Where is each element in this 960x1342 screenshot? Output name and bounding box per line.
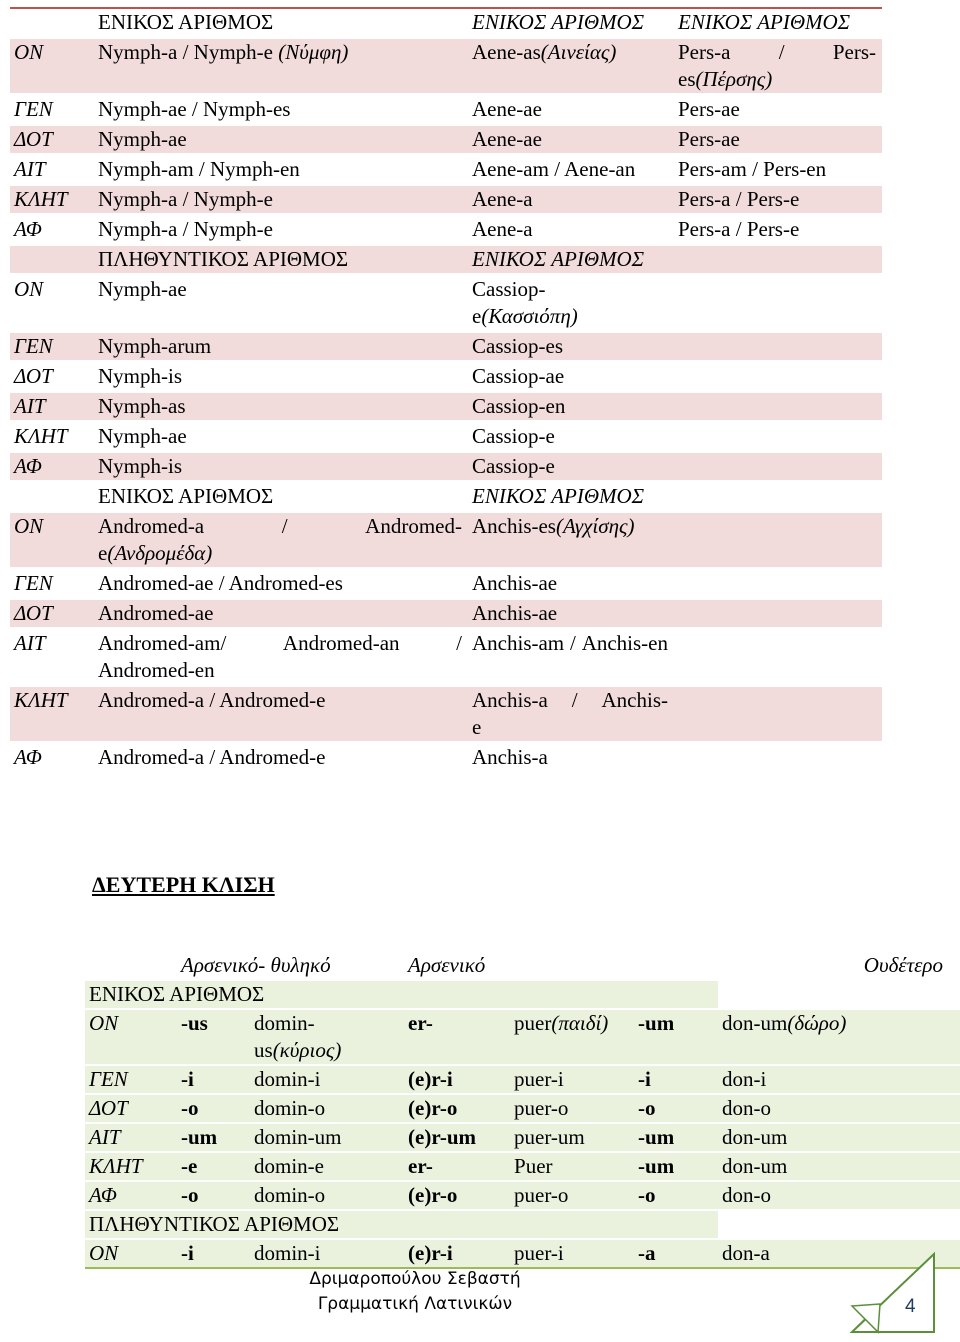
word bbox=[510, 1123, 634, 1152]
ending: er- bbox=[404, 1152, 510, 1181]
table-row bbox=[85, 1239, 960, 1268]
ending: -o bbox=[177, 1181, 250, 1210]
word: Nymph-ae bbox=[98, 424, 187, 448]
word: Pers-a / Pers-e bbox=[678, 187, 800, 211]
ending: (e)r-i bbox=[404, 1065, 510, 1094]
word bbox=[510, 1009, 634, 1065]
cell-col3 bbox=[674, 215, 882, 245]
greek-gloss: (Πέρσης) bbox=[695, 67, 773, 91]
spacer bbox=[718, 1210, 960, 1239]
word: / bbox=[456, 631, 462, 655]
word-form: domin-e bbox=[254, 1154, 324, 1178]
word-form: Puer bbox=[514, 1154, 553, 1178]
column-header: ΕΝΙΚΟΣ ΑΡΙΘΜΟΣ bbox=[472, 10, 645, 34]
table-row bbox=[10, 245, 882, 275]
word-form: domin-i bbox=[254, 1241, 321, 1265]
word: Nymph-am / Nymph-en bbox=[98, 157, 300, 181]
word-form: don-o bbox=[722, 1096, 772, 1120]
table-row bbox=[10, 38, 882, 95]
case-label: ΟΝ bbox=[10, 512, 94, 569]
case-label: ΔΟΤ bbox=[10, 599, 94, 629]
cell-col2 bbox=[468, 275, 674, 332]
word: Nymph-is bbox=[98, 364, 182, 388]
case-label: ΓΕΝ bbox=[14, 571, 53, 595]
word: Andromed-a / Andromed-e bbox=[98, 688, 326, 712]
case-label: ΑΙΤ bbox=[10, 392, 94, 422]
cell-col1 bbox=[94, 332, 468, 362]
word: Nymph-ae / Nymph-es bbox=[98, 97, 291, 121]
word: Aene-ae bbox=[472, 97, 542, 121]
case-label: ΑΙΤ bbox=[85, 1123, 177, 1152]
table-row bbox=[10, 275, 882, 332]
word: Cassiop-ae bbox=[472, 364, 565, 388]
spacer bbox=[718, 980, 960, 1009]
word: Nymph-arum bbox=[98, 334, 212, 358]
table-row bbox=[10, 629, 882, 686]
page-number-badge bbox=[850, 1252, 936, 1334]
cell-col1 bbox=[94, 155, 468, 185]
case-label: ΓΕΝ bbox=[14, 97, 53, 121]
cell-col2 bbox=[468, 569, 674, 599]
greek-gloss: (Ανδρομέδα) bbox=[107, 541, 213, 565]
table-row bbox=[10, 482, 882, 512]
word bbox=[250, 1239, 404, 1268]
word: Nymph-ae bbox=[98, 277, 187, 301]
cell-col1 bbox=[94, 512, 468, 569]
word-form: puer-um bbox=[514, 1125, 585, 1149]
word-form: don-um bbox=[722, 1125, 788, 1149]
cell-col3 bbox=[674, 599, 882, 629]
cell-col2 bbox=[468, 38, 674, 95]
ending: -um bbox=[177, 1123, 250, 1152]
word bbox=[510, 1152, 634, 1181]
word: Anchis-a bbox=[472, 745, 548, 769]
word: Aene-as bbox=[472, 40, 541, 64]
table-row bbox=[10, 125, 882, 155]
ending: -o bbox=[634, 1094, 718, 1123]
case-label: ΟΝ bbox=[85, 1009, 177, 1065]
table-row bbox=[85, 1065, 960, 1094]
footer-title: Γραμματική Λατινικών bbox=[317, 1294, 513, 1314]
word-form: don-um bbox=[722, 1011, 788, 1035]
cell-col3 bbox=[674, 452, 882, 482]
cell-col3 bbox=[674, 245, 882, 275]
ending: -um bbox=[634, 1123, 718, 1152]
word: Cassiop-en bbox=[472, 394, 566, 418]
column-header: Αρσενικό- θυληκό bbox=[181, 953, 331, 977]
ending: -i bbox=[634, 1065, 718, 1094]
section-heading: ΔΕΥΤΕΡΗ ΚΛΙΣΗ bbox=[92, 872, 275, 897]
word: Anchis-a bbox=[472, 688, 548, 712]
column-header: Ουδέτερο bbox=[863, 953, 944, 977]
cell-col1 bbox=[94, 629, 468, 686]
word bbox=[250, 1123, 404, 1152]
greek-gloss: (Αγχίσης) bbox=[555, 514, 635, 538]
case-label bbox=[10, 482, 94, 512]
word: Nymph-ae bbox=[98, 127, 187, 151]
case-label: ΑΙΤ bbox=[14, 157, 46, 181]
word bbox=[510, 1181, 634, 1210]
cell-col1 bbox=[94, 482, 468, 512]
greek-gloss: (Κασσιόπη) bbox=[481, 304, 578, 328]
word-form: domin-i bbox=[254, 1067, 321, 1091]
case-label: ΑΙΤ bbox=[14, 631, 46, 655]
word bbox=[250, 1009, 404, 1065]
cell-col1 bbox=[94, 392, 468, 422]
cell-col3 bbox=[674, 512, 882, 569]
spacer bbox=[85, 952, 177, 980]
case-label: ΑΦ bbox=[14, 745, 42, 769]
number-label-row bbox=[85, 1210, 960, 1239]
table-row bbox=[85, 1094, 960, 1123]
word: / bbox=[281, 514, 288, 538]
case-label: ΓΕΝ bbox=[85, 1065, 177, 1094]
ending: er- bbox=[404, 1009, 510, 1065]
case-label bbox=[10, 245, 94, 275]
table-row bbox=[85, 1152, 960, 1181]
word: / bbox=[778, 40, 785, 64]
word: e bbox=[472, 715, 482, 739]
cell-col3 bbox=[674, 629, 882, 686]
table-row bbox=[10, 452, 882, 482]
table-row bbox=[85, 1181, 960, 1210]
word: Anchis-en bbox=[581, 631, 668, 655]
cell-col1 bbox=[94, 38, 468, 95]
table-row bbox=[10, 185, 882, 215]
cell-col2 bbox=[468, 482, 674, 512]
word: Cassiop-e bbox=[472, 454, 555, 478]
greek-gloss: (κύριος) bbox=[272, 1038, 342, 1062]
table-row bbox=[10, 392, 882, 422]
word: Pers-ae bbox=[678, 97, 740, 121]
cell-col1 bbox=[94, 452, 468, 482]
word: Pers-a / Pers-e bbox=[678, 217, 800, 241]
word bbox=[510, 1094, 634, 1123]
word-form: domin-um bbox=[254, 1125, 342, 1149]
word: / bbox=[570, 631, 576, 655]
case-label: ΔΟΤ bbox=[10, 125, 94, 155]
word: Nymph-a / Nymph-e bbox=[98, 217, 273, 241]
cell-col1 bbox=[94, 185, 468, 215]
word bbox=[718, 1094, 960, 1123]
word: Anchis-ae bbox=[472, 601, 558, 625]
cell-col2 bbox=[468, 155, 674, 185]
word bbox=[718, 1152, 960, 1181]
cell-col1 bbox=[94, 422, 468, 452]
word-form: us bbox=[254, 1038, 273, 1062]
word: Pers-a bbox=[678, 40, 731, 64]
case-label: ΚΛΗΤ bbox=[10, 185, 94, 215]
table-row bbox=[10, 512, 882, 569]
word: Cassiop-es bbox=[472, 334, 563, 358]
footer-author: Δριμαροπούλου Σεβαστή bbox=[309, 1269, 521, 1289]
ending: -us bbox=[177, 1009, 250, 1065]
word: Nymph-a / Nymph-e bbox=[98, 187, 273, 211]
word: Aene-am / Aene-an bbox=[472, 157, 636, 181]
word-form: puer-o bbox=[514, 1096, 569, 1120]
cell-col2 bbox=[468, 215, 674, 245]
word-form: domin- bbox=[254, 1011, 315, 1035]
table-row bbox=[10, 95, 882, 125]
number-label: ΠΛΗΘΥΝΤΙΚΟΣ ΑΡΙΘΜΟΣ bbox=[85, 1210, 718, 1239]
case-label: ΚΛΗΤ bbox=[14, 424, 68, 448]
case-label: ΓΕΝ bbox=[10, 332, 94, 362]
table-row bbox=[10, 362, 882, 392]
cell-col1 bbox=[94, 125, 468, 155]
cell-col1 bbox=[94, 215, 468, 245]
ending: -i bbox=[177, 1065, 250, 1094]
ending: -i bbox=[177, 1239, 250, 1268]
cell-col3 bbox=[674, 743, 882, 773]
word bbox=[250, 1065, 404, 1094]
column-header: ΕΝΙΚΟΣ ΑΡΙΘΜΟΣ bbox=[98, 10, 274, 34]
cell-col1 bbox=[94, 599, 468, 629]
word: e bbox=[98, 541, 108, 565]
cell-col3 bbox=[674, 362, 882, 392]
ending: -a bbox=[634, 1239, 718, 1268]
column-header: ΕΝΙΚΟΣ ΑΡΙΘΜΟΣ bbox=[678, 10, 851, 34]
ending: (e)r-o bbox=[404, 1094, 510, 1123]
cell-col2 bbox=[468, 512, 674, 569]
greek-gloss: (δώρο) bbox=[787, 1011, 847, 1035]
case-label: ΑΦ bbox=[85, 1181, 177, 1210]
cell-col1 bbox=[94, 686, 468, 743]
case-label: ΑΦ bbox=[14, 217, 42, 241]
table-row bbox=[10, 743, 882, 773]
word: Andromed-am/ bbox=[98, 631, 227, 655]
ending: -e bbox=[177, 1152, 250, 1181]
case-label: ΚΛΗΤ bbox=[10, 686, 94, 743]
greek-gloss: (Νύμφη) bbox=[272, 40, 349, 64]
word: Anchis-ae bbox=[472, 571, 558, 595]
ending: -o bbox=[634, 1181, 718, 1210]
ending: (e)r-i bbox=[404, 1239, 510, 1268]
word-form: puer-i bbox=[514, 1241, 564, 1265]
word: Anchis-es bbox=[472, 514, 556, 538]
word bbox=[250, 1181, 404, 1210]
table-row bbox=[10, 155, 882, 185]
word: Andromed-ae bbox=[98, 601, 214, 625]
cell-col3 bbox=[674, 8, 882, 38]
word-form: don-o bbox=[722, 1183, 772, 1207]
greek-gloss: (Αινείας) bbox=[540, 40, 617, 64]
cell-col1 bbox=[94, 95, 468, 125]
word: Pers-ae bbox=[678, 127, 740, 151]
word: Aene-ae bbox=[472, 127, 542, 151]
case-label: ΟΝ bbox=[14, 277, 44, 301]
cell-col2 bbox=[468, 185, 674, 215]
word: Pers- bbox=[832, 40, 876, 64]
cell-col3 bbox=[674, 155, 882, 185]
cell-col3 bbox=[674, 686, 882, 743]
cell-col1 bbox=[94, 743, 468, 773]
table-row bbox=[10, 599, 882, 629]
first-declension-table bbox=[10, 7, 882, 774]
table-row bbox=[85, 1123, 960, 1152]
word: e bbox=[472, 304, 482, 328]
cell-col1 bbox=[94, 362, 468, 392]
column-header: ΕΝΙΚΟΣ ΑΡΙΘΜΟΣ bbox=[98, 484, 274, 508]
word: Anchis- bbox=[601, 688, 668, 712]
cell-col3 bbox=[674, 569, 882, 599]
greek-gloss: (παιδί) bbox=[551, 1011, 609, 1035]
cell-col2 bbox=[468, 125, 674, 155]
ending: (e)r-um bbox=[404, 1123, 510, 1152]
word: Andromed-a bbox=[98, 514, 205, 538]
cell-col2 bbox=[468, 8, 674, 38]
cell-col2 bbox=[468, 392, 674, 422]
case-label: ΔΟΤ bbox=[14, 364, 53, 388]
word: Nymph-as bbox=[98, 394, 186, 418]
cell-col2 bbox=[468, 452, 674, 482]
word: Aene-a bbox=[472, 187, 533, 211]
word: Nymph-a / Nymph-e bbox=[98, 40, 273, 64]
cell-col3 bbox=[674, 185, 882, 215]
column-header: ΕΝΙΚΟΣ ΑΡΙΘΜΟΣ bbox=[472, 247, 645, 271]
cell-col2 bbox=[468, 422, 674, 452]
word bbox=[250, 1094, 404, 1123]
column-header: ΠΛΗΘΥΝΤΙΚΟΣ ΑΡΙΘΜΟΣ bbox=[98, 247, 349, 271]
cell-col3 bbox=[674, 482, 882, 512]
cell-col3 bbox=[674, 422, 882, 452]
cell-col2 bbox=[468, 362, 674, 392]
case-label: ΟΝ bbox=[85, 1239, 177, 1268]
word-form: don-i bbox=[722, 1067, 767, 1091]
cell-col3 bbox=[674, 392, 882, 422]
word: es bbox=[678, 67, 696, 91]
cell-col2 bbox=[468, 743, 674, 773]
number-label-row bbox=[85, 980, 960, 1009]
word: Andromed- bbox=[365, 514, 462, 538]
second-declension-table bbox=[85, 952, 960, 1269]
word: Andromed-ae / Andromed-es bbox=[98, 571, 343, 595]
table-row bbox=[10, 422, 882, 452]
cell-col3 bbox=[674, 125, 882, 155]
cell-col2 bbox=[468, 599, 674, 629]
cell-col3 bbox=[674, 275, 882, 332]
cell-col2 bbox=[468, 332, 674, 362]
word bbox=[250, 1152, 404, 1181]
ending: -um bbox=[634, 1152, 718, 1181]
word: Anchis-am bbox=[472, 631, 565, 655]
word-form: puer bbox=[514, 1011, 552, 1035]
word: Andromed-an bbox=[282, 631, 400, 655]
ending: (e)r-o bbox=[404, 1181, 510, 1210]
word: Andromed-a / Andromed-e bbox=[98, 745, 326, 769]
word: Pers-am / Pers-en bbox=[678, 157, 827, 181]
column-header: ΕΝΙΚΟΣ ΑΡΙΘΜΟΣ bbox=[472, 484, 645, 508]
number-label: ΕΝΙΚΟΣ ΑΡΙΘΜΟΣ bbox=[85, 980, 718, 1009]
page-number: 4 bbox=[905, 1296, 916, 1317]
footer bbox=[0, 1267, 830, 1317]
cell-col1 bbox=[94, 8, 468, 38]
column-header: Αρσενικό bbox=[408, 953, 486, 977]
word: Andromed-en bbox=[98, 658, 215, 682]
table-row bbox=[10, 8, 882, 38]
word-form: don-a bbox=[722, 1241, 770, 1265]
word-form: puer-i bbox=[514, 1067, 564, 1091]
header-row bbox=[85, 952, 960, 980]
cell-col2 bbox=[468, 686, 674, 743]
word-form: puer-o bbox=[514, 1183, 569, 1207]
word: Nymph-is bbox=[98, 454, 182, 478]
cell-col2 bbox=[468, 629, 674, 686]
cell-col3 bbox=[674, 332, 882, 362]
word: / bbox=[571, 688, 578, 712]
table-row bbox=[10, 686, 882, 743]
word: Aene-a bbox=[472, 217, 533, 241]
word-form: don-um bbox=[722, 1154, 788, 1178]
word bbox=[718, 1123, 960, 1152]
word bbox=[510, 1239, 634, 1268]
cell-col3 bbox=[674, 38, 882, 95]
word-form: domin-o bbox=[254, 1183, 326, 1207]
case-label: ΑΦ bbox=[10, 452, 94, 482]
table-row bbox=[10, 332, 882, 362]
case-label bbox=[10, 8, 94, 38]
word: Cassiop-e bbox=[472, 424, 555, 448]
word bbox=[718, 1065, 960, 1094]
cell-col3 bbox=[674, 95, 882, 125]
case-label: ΟΝ bbox=[10, 38, 94, 95]
word-form: domin-o bbox=[254, 1096, 326, 1120]
word bbox=[510, 1065, 634, 1094]
case-label: ΔΟΤ bbox=[85, 1094, 177, 1123]
word: Cassiop- bbox=[472, 277, 546, 301]
table-row bbox=[10, 569, 882, 599]
word bbox=[718, 1181, 960, 1210]
word bbox=[718, 1009, 960, 1065]
cell-col2 bbox=[468, 245, 674, 275]
case-label: ΚΛΗΤ bbox=[85, 1152, 177, 1181]
table-row bbox=[85, 1009, 960, 1065]
cell-col1 bbox=[94, 245, 468, 275]
table-row bbox=[10, 215, 882, 245]
cell-col1 bbox=[94, 569, 468, 599]
ending: -o bbox=[177, 1094, 250, 1123]
ending: -um bbox=[634, 1009, 718, 1065]
cell-col1 bbox=[94, 275, 468, 332]
cell-col2 bbox=[468, 95, 674, 125]
